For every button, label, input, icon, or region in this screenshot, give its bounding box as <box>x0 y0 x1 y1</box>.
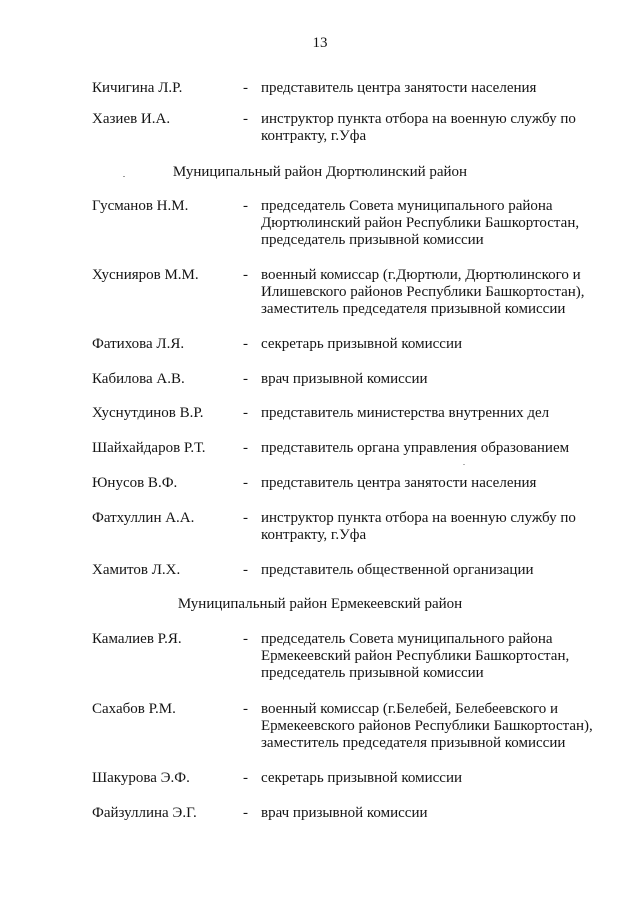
role-line: представитель общественной организации <box>261 562 534 578</box>
role-line: представитель центра занятости населения <box>261 475 537 491</box>
role-line: военный комиссар (г.Белебей, Белебеевского и <box>261 701 559 717</box>
role-line: контракту, г.Уфа <box>261 527 367 543</box>
role-line: председатель призывной комиссии <box>261 665 484 681</box>
member-name: Шайхайдаров Р.Т. <box>92 440 206 456</box>
member-role <box>261 510 601 544</box>
role-line: заместитель председателя призывной комиссии <box>261 301 566 317</box>
member-role <box>261 770 601 787</box>
role-line: представитель центра занятости населения <box>261 80 537 96</box>
member-name: Файзуллина Э.Г. <box>92 805 197 821</box>
scan-speck <box>463 464 465 465</box>
role-line: председатель Совета муниципального района <box>261 631 553 647</box>
member-name: Камалиев Р.Я. <box>92 631 182 647</box>
member-role <box>261 267 601 318</box>
role-line: Ермекеевского районов Республики Башкортостан), <box>261 718 593 734</box>
role-line: Ермекеевский район Республики Башкортостан, <box>261 648 570 664</box>
role-line: секретарь призывной комиссии <box>261 770 463 786</box>
role-line: врач призывной комиссии <box>261 371 428 387</box>
dash-separator: - <box>243 440 248 456</box>
member-name: Фатхуллин А.А. <box>92 510 195 526</box>
district-heading: Муниципальный район Дюртюлинский район <box>172 164 468 180</box>
role-line: представитель министерства внутренних дел <box>261 405 550 421</box>
member-name: Фатихова Л.Я. <box>92 336 185 352</box>
member-name: Хазиев И.А. <box>92 111 171 127</box>
dash-separator: - <box>243 336 248 352</box>
role-line: секретарь призывной комиссии <box>261 336 463 352</box>
role-line: военный комиссар (г.Дюртюли, Дюртюлинского и <box>261 267 581 283</box>
member-role <box>261 80 601 97</box>
dash-separator: - <box>243 267 248 283</box>
dash-separator: - <box>243 510 248 526</box>
member-name: Кичигина Л.Р. <box>92 80 183 96</box>
role-line: контракту, г.Уфа <box>261 128 367 144</box>
district-heading: Муниципальный район Ермекеевский район <box>177 596 463 612</box>
member-name: Хуснутдинов В.Р. <box>92 405 204 421</box>
dash-separator: - <box>243 562 248 578</box>
member-role <box>261 631 601 682</box>
role-line: Дюртюлинский район Республики Башкортостан, <box>261 215 580 231</box>
dash-separator: - <box>243 198 248 214</box>
dash-separator: - <box>243 770 248 786</box>
page-number: 13 <box>312 35 328 51</box>
dash-separator: - <box>243 111 248 127</box>
dash-separator: - <box>243 631 248 647</box>
member-role <box>261 371 601 388</box>
member-role <box>261 475 601 492</box>
role-line: инструктор пункта отбора на военную службу по <box>261 510 576 526</box>
member-role <box>261 440 601 457</box>
member-role <box>261 562 601 579</box>
member-role <box>261 111 601 145</box>
member-name: Хамитов Л.Х. <box>92 562 181 578</box>
member-name: Гусманов Н.М. <box>92 198 189 214</box>
member-role <box>261 198 601 249</box>
dash-separator: - <box>243 371 248 387</box>
dash-separator: - <box>243 405 248 421</box>
role-line: председатель призывной комиссии <box>261 232 484 248</box>
role-line: Илишевского районов Республики Башкортостан), <box>261 284 585 300</box>
member-role <box>261 805 601 822</box>
member-role <box>261 336 601 353</box>
member-name: Сахабов Р.М. <box>92 701 176 717</box>
dash-separator: - <box>243 475 248 491</box>
role-line: представитель органа управления образованием <box>261 440 570 456</box>
member-name: Юнусов В.Ф. <box>92 475 178 491</box>
member-role <box>261 701 601 752</box>
member-role <box>261 405 601 422</box>
role-line: заместитель председателя призывной комиссии <box>261 735 566 751</box>
member-name: Хуснияров М.М. <box>92 267 199 283</box>
dash-separator: - <box>243 805 248 821</box>
member-name: Кабилова А.В. <box>92 371 185 387</box>
role-line: врач призывной комиссии <box>261 805 428 821</box>
role-line: председатель Совета муниципального района <box>261 198 553 214</box>
dash-separator: - <box>243 701 248 717</box>
role-line: инструктор пункта отбора на военную службу по <box>261 111 576 127</box>
dash-separator: - <box>243 80 248 96</box>
member-name: Шакурова Э.Ф. <box>92 770 190 786</box>
